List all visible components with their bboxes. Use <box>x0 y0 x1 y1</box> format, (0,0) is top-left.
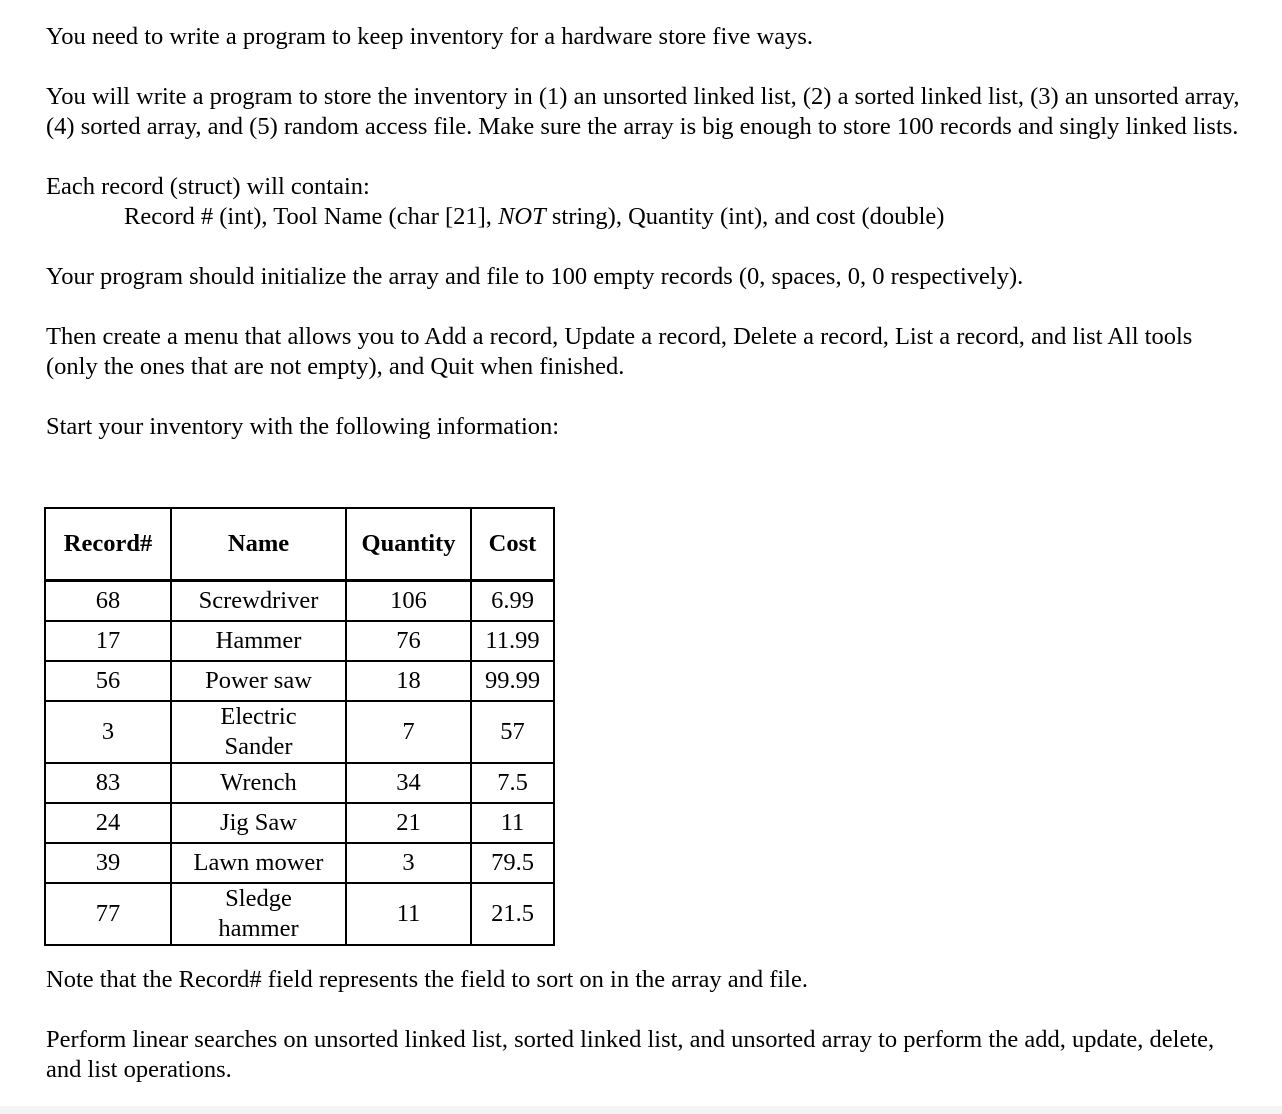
cell-name: Screwdriver <box>171 581 346 622</box>
table-header-row <box>45 508 554 581</box>
intro-paragraph: You need to write a program to keep inventory for a hardware store five ways. <box>46 23 813 50</box>
cell-record: 77 <box>45 883 171 945</box>
cell-cost: 6.99 <box>471 581 554 622</box>
cell-cost: 21.5 <box>471 883 554 945</box>
cell-name: Wrench <box>171 763 346 803</box>
cell-quantity: 3 <box>346 843 471 883</box>
record-intro-paragraph: Each record (struct) will contain: <box>46 173 370 200</box>
cell-name: Hammer <box>171 621 346 661</box>
cell-record: 17 <box>45 621 171 661</box>
menu-paragraph: Then create a menu that allows you to Add a record, Update a record, Delete a record, List a record, and list All tools (only the ones that are not empty), and Quit when finished. <box>46 323 1193 380</box>
store-paragraph: You will write a program to store the inventory in (1) an unsorted linked list, (2) a sorted linked list, (3) an unsorted array, (4) sorted array, and (5) random access file. Make sure the array is big enough to store 100 records and singly linked lists. <box>46 83 1240 140</box>
record-fields-part-b: string), Quantity (int), and cost (double) <box>545 203 945 230</box>
cell-name: Lawn mower <box>171 843 346 883</box>
cell-quantity: 106 <box>346 581 471 622</box>
cell-name: Power saw <box>171 661 346 701</box>
cell-cost: 11 <box>471 803 554 843</box>
init-paragraph: Your program should initialize the array and file to 100 empty records (0, spaces, 0, 0 respectively). <box>46 263 1024 290</box>
table-row <box>45 581 554 622</box>
record-fields-not-emphasis: NOT <box>498 203 546 230</box>
table-row <box>45 701 554 763</box>
record-fields-part-a: Record # (int), Tool Name (char [21], <box>124 203 499 230</box>
cell-quantity: 21 <box>346 803 471 843</box>
header-record: Record# <box>45 508 171 581</box>
cell-quantity: 18 <box>346 661 471 701</box>
inventory-table <box>44 507 555 946</box>
linear-search-paragraph: Perform linear searches on unsorted linked list, sorted linked list, and unsorted array to perform the add, update, delete, and list operations. <box>46 1026 1215 1083</box>
table-row <box>45 763 554 803</box>
cell-cost: 99.99 <box>471 661 554 701</box>
cell-cost: 79.5 <box>471 843 554 883</box>
cell-quantity: 76 <box>346 621 471 661</box>
cell-quantity: 11 <box>346 883 471 945</box>
table-row <box>45 621 554 661</box>
header-cost: Cost <box>471 508 554 581</box>
cell-record: 39 <box>45 843 171 883</box>
cell-quantity: 7 <box>346 701 471 763</box>
cell-record: 68 <box>45 581 171 622</box>
table-row <box>45 843 554 883</box>
cell-name-line-2: Sander <box>224 733 293 760</box>
table-row <box>45 661 554 701</box>
cell-record: 3 <box>45 701 171 763</box>
header-quantity: Quantity <box>346 508 471 581</box>
table-row <box>45 883 554 945</box>
cell-name-line-1: Sledge <box>225 885 292 912</box>
closing-section <box>46 965 1242 1085</box>
cell-record: 24 <box>45 803 171 843</box>
cell-name-line-2: hammer <box>218 915 299 942</box>
header-name: Name <box>171 508 346 581</box>
cell-record: 56 <box>45 661 171 701</box>
start-paragraph: Start your inventory with the following information: <box>46 413 560 440</box>
cell-cost: 7.5 <box>471 763 554 803</box>
cell-name-line-1: Electric <box>220 703 297 730</box>
cell-record: 83 <box>45 763 171 803</box>
cell-cost: 11.99 <box>471 621 554 661</box>
record-fields-line <box>46 202 1242 232</box>
cell-cost: 57 <box>471 701 554 763</box>
cell-name <box>171 883 346 945</box>
cell-name <box>171 701 346 763</box>
note-paragraph: Note that the Record# field represents the field to sort on in the array and file. <box>46 966 808 993</box>
cell-name: Jig Saw <box>171 803 346 843</box>
table-row <box>45 803 554 843</box>
page-bottom-edge <box>0 1106 1282 1114</box>
cell-quantity: 34 <box>346 763 471 803</box>
